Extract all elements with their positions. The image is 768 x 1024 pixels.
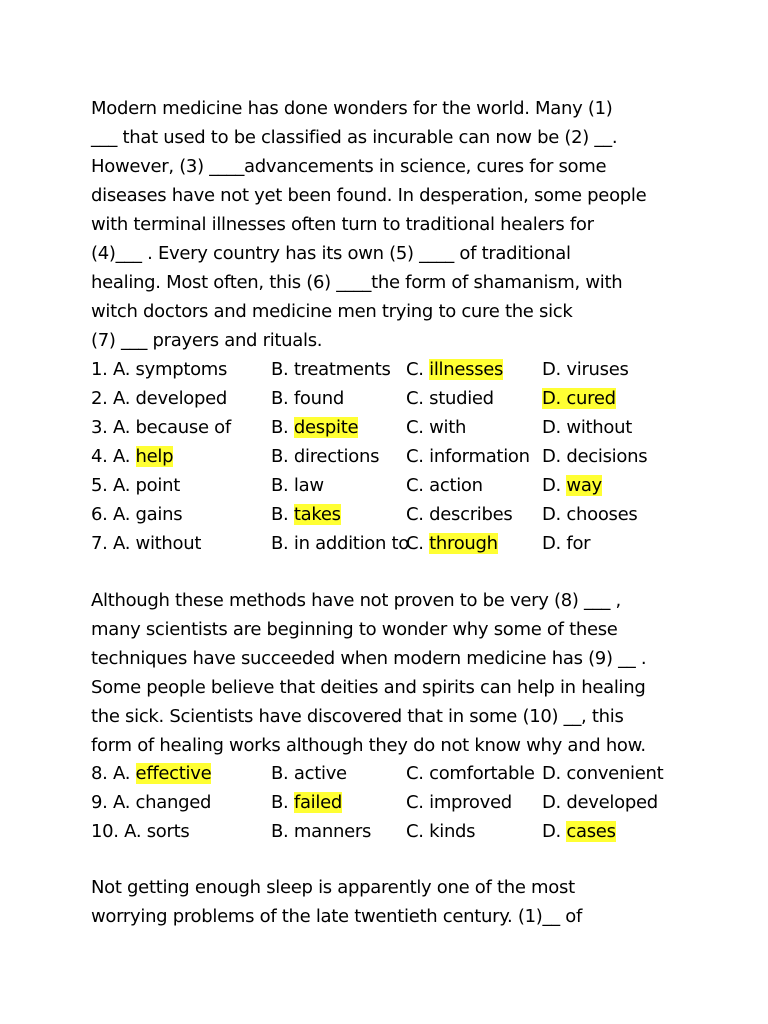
option-b: B. manners: [271, 821, 372, 842]
highlighted-answer: D. cured: [542, 388, 616, 409]
option-c: C. improved: [406, 792, 512, 813]
highlighted-answer: way: [566, 475, 602, 496]
option-c: C. with: [406, 417, 467, 438]
option-a: 10. A. sorts: [91, 821, 190, 842]
question-row: [91, 529, 691, 558]
highlighted-answer: through: [429, 533, 498, 554]
option-c: C. describes: [406, 504, 513, 525]
passage-line: with terminal illnesses often turn to traditional healers for: [91, 214, 594, 235]
highlighted-answer: takes: [293, 504, 341, 525]
highlighted-answer: effective: [135, 763, 212, 784]
option-d: D. developed: [542, 792, 658, 813]
options-block-1: [91, 355, 691, 558]
option-a: 1. A. symptoms: [91, 359, 228, 380]
option-d: D. chooses: [542, 504, 638, 525]
option-d: D. without: [542, 417, 632, 438]
option-b: B. in addition to: [271, 533, 409, 554]
option-a: 5. A. point: [91, 475, 180, 496]
option-c: C. through: [406, 533, 498, 554]
passage-line: diseases have not yet been found. In desperation, some people: [91, 185, 647, 206]
passage-line: witch doctors and medicine men trying to cure the sick: [91, 301, 573, 322]
options-block-2: [91, 759, 691, 846]
passage-line: However, (3) ____advancements in science, cures for some: [91, 156, 607, 177]
option-a: 9. A. changed: [91, 792, 212, 813]
question-row: [91, 759, 691, 788]
option-d: D. cases: [542, 821, 616, 842]
passage-line: Although these methods have not proven to be very (8) ___ ,: [91, 590, 621, 611]
option-b: B. law: [271, 475, 324, 496]
option-b: B. found: [271, 388, 344, 409]
passage-line: Some people believe that deities and spirits can help in healing: [91, 677, 646, 698]
question-row: [91, 817, 691, 846]
option-d: D. viruses: [542, 359, 629, 380]
passage-line: (4)___ . Every country has its own (5) ____ of traditional: [91, 243, 571, 264]
passage-line: worrying problems of the late twentieth century. (1)__ of: [91, 906, 583, 927]
option-d: D. for: [542, 533, 591, 554]
option-c: C. information: [406, 446, 530, 467]
option-b: B. takes: [271, 504, 341, 525]
passage-line: the sick. Scientists have discovered that in some (10) __, this: [91, 706, 624, 727]
passage-line: form of healing works although they do not know why and how.: [91, 735, 646, 756]
option-d: D. decisions: [542, 446, 648, 467]
passage-line: healing. Most often, this (6) ____the form of shamanism, with: [91, 272, 623, 293]
passage-2: [91, 586, 691, 760]
question-row: [91, 442, 691, 471]
passage-line: Not getting enough sleep is apparently one of the most: [91, 877, 575, 898]
option-b: B. active: [271, 763, 347, 784]
highlighted-answer: cases: [566, 821, 616, 842]
passage-3: [91, 873, 691, 931]
option-b: B. failed: [271, 792, 342, 813]
highlighted-answer: failed: [293, 792, 342, 813]
option-b: B. despite: [271, 417, 359, 438]
question-row: [91, 788, 691, 817]
highlighted-answer: illnesses: [429, 359, 504, 380]
highlighted-answer: despite: [293, 417, 359, 438]
option-b: B. directions: [271, 446, 380, 467]
option-a: 4. A. help: [91, 446, 174, 467]
question-row: [91, 500, 691, 529]
question-row: [91, 471, 691, 500]
passage-line: Modern medicine has done wonders for the world. Many (1): [91, 98, 613, 119]
option-a: 6. A. gains: [91, 504, 183, 525]
passage-line: (7) ___ prayers and rituals.: [91, 330, 323, 351]
option-c: C. illnesses: [406, 359, 504, 380]
option-c: C. studied: [406, 388, 494, 409]
passage-1: [91, 94, 691, 355]
option-c: C. action: [406, 475, 483, 496]
option-a: 3. A. because of: [91, 417, 231, 438]
passage-line: techniques have succeeded when modern medicine has (9) __ .: [91, 648, 647, 669]
option-d: D. way: [542, 475, 602, 496]
option-c: C. comfortable: [406, 763, 535, 784]
question-row: [91, 413, 691, 442]
option-b: B. treatments: [271, 359, 391, 380]
option-d: [542, 384, 616, 413]
option-a: 8. A. effective: [91, 763, 212, 784]
option-c: C. kinds: [406, 821, 476, 842]
option-a: 7. A. without: [91, 533, 202, 554]
highlighted-answer: help: [135, 446, 174, 467]
question-row: [91, 384, 691, 413]
passage-line: many scientists are beginning to wonder why some of these: [91, 619, 618, 640]
question-row: [91, 355, 691, 384]
option-d: D. convenient: [542, 763, 664, 784]
option-a: 2. A. developed: [91, 388, 228, 409]
passage-line: ___ that used to be classified as incurable can now be (2) __.: [91, 127, 618, 148]
